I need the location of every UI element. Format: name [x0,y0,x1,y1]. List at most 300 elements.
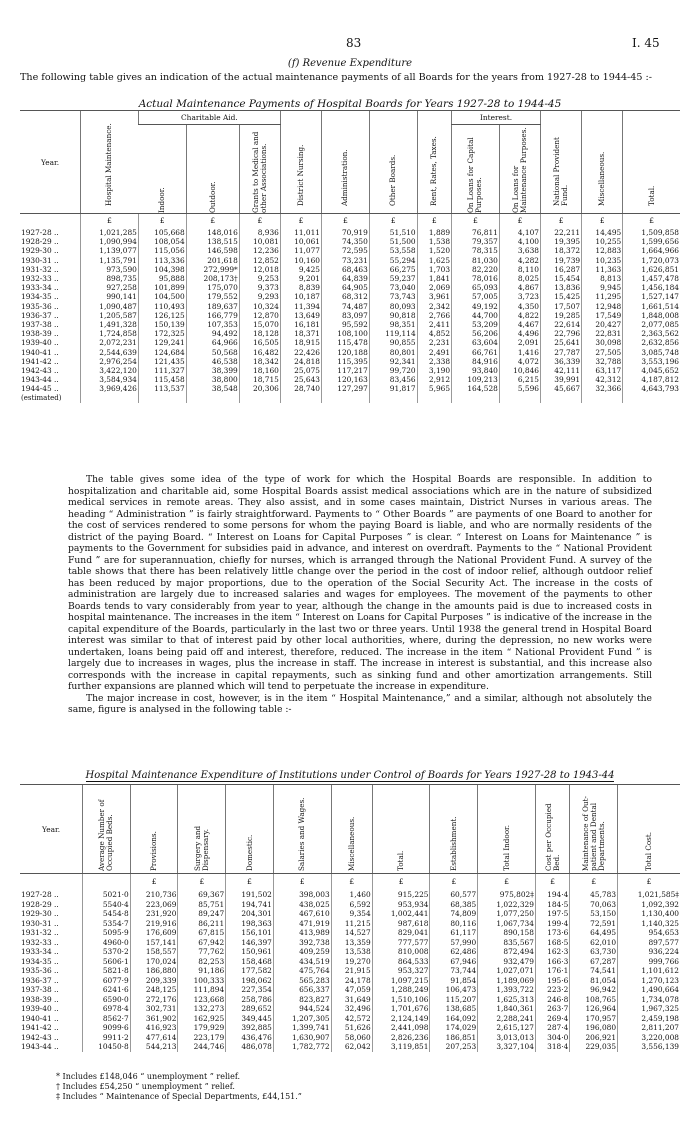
value-cell: 1,456,184 [623,283,680,292]
value-cell: 10,255 [582,237,623,246]
value-cell: 1,101,612 [618,966,680,976]
value-cell: 1,022,329 [478,900,536,910]
value-cell: 2,411 [417,320,451,329]
value-cell: 24,178 [331,976,372,986]
value-cell: 108,054 [138,237,186,246]
column-header: Total. [646,185,656,206]
table-row [20,1014,680,1024]
value-cell: 18,715 [239,375,280,384]
column-header-cell [618,785,680,874]
unit-cell: £ [499,214,540,229]
value-cell: 11,011 [280,228,321,237]
value-cell: 18,160 [239,366,280,375]
value-cell: 82,220 [452,265,500,274]
value-cell: 80,093 [369,302,417,311]
value-cell: 2,288,241 [478,1014,536,1024]
value-cell: 158,557 [130,947,178,957]
value-cell: 5095·9 [83,928,131,938]
value-cell: 101,899 [138,283,186,292]
value-cell: 64,966 [186,338,239,347]
column-header: Hospital Maintenance. [104,123,114,206]
value-cell: 111,894 [178,985,226,995]
column-header-cell [226,785,274,874]
paragraph-1: The table gives some idea of the type of work for which the Hospital Boards are responsible. In addition to hospitalization and charitable aid, some Hospital Boards assist medical associations which are in the nature of subsidized medical services in remote areas. They also assist, and in some cases maintain, District Nurses in various areas. The heading “ Administration ” is fairly straightforward. Payments to “ Other Boards ” are payments of one Board to another for the cost of services rendered to some persons for whom the paying Board is liable, and who are normally residents of the district of the paying Board. “ Interest on Loans for Capital Purposes ” is clear. “ Interest on Loans for Maintenance ” is payments to the Government for subsidies paid in advance, and interest on overdraft. Payments to the “ National Provident Fund ” are for superannuation, chiefly for nurses, which is arranged through the National Provident Fund. A survey of the table shows that there has been relatively little change over the period in the cost of indoor relief, although outdoor relief has been reduced by major proportions, due to the operation of the Social Security Act. The increase in the costs of administration are largely due to increased salaries and wages for employees. The movement of the payments to other Boards tends to vary considerably from year to year, although the change in the amounts paid is due to increased costs in hospital maintenance. The increases in the item “ Interest on Loans for Capital Purposes ” is indicative of the increase in the capital expenditure of the Boards, particularly in the last two or three years. Until 1938 the general trend in Hospital Board interest was similar to that of interest paid by other local authorities, where, during the depression, no new works were undertaken, loans being paid off and interest, therefore, reduced. The increase in the item “ National Provident Fund ” is largely due to increases in wages, plus the increase in staff. The increase in interest is substantial, and this increase also corresponds with the increase in capital repayments, such as sinking fund and other amortization arrangements. Still further expansions are planned which will tend to perpetuate the increase in expenditure. [68,474,652,692]
unit-cell: £ [178,874,226,891]
value-cell: 1,067,734 [478,919,536,929]
value-cell: 2,976,254 [81,357,139,366]
year-cell: 1928-29 .. [21,899,59,909]
value-cell: 67,946 [430,957,478,967]
unit-cell: £ [186,214,239,229]
value-cell: 1,626,851 [623,265,680,274]
value-cell: 4,107 [499,228,540,237]
value-cell: 2,811,207 [618,1023,680,1033]
column-header-cell [273,785,331,874]
year-cell: 1930-31 .. [21,255,59,265]
value-cell: 975,802‡ [478,890,536,900]
value-cell: 272,176 [130,995,178,1005]
value-cell: 81,054 [570,976,618,986]
value-cell: 25,643 [280,375,321,384]
value-cell: 158,468 [226,957,274,967]
year-cell: 1937-38 .. [21,985,59,994]
value-cell: 115,395 [322,357,370,366]
value-cell: 91,186 [178,966,226,976]
value-cell: 4,187,812 [623,375,680,384]
value-cell: 219,916 [130,919,178,929]
value-cell: 69,367 [178,890,226,900]
value-cell: 1,205,587 [81,311,139,320]
empty-cell [499,394,540,403]
column-header: Total Indoor. [501,825,511,871]
value-cell: 197·5 [535,909,569,919]
value-cell: 349,445 [226,1014,274,1024]
value-cell: 164,092 [430,1014,478,1024]
unit-cell [20,874,83,891]
value-cell: 2,544,639 [81,348,139,357]
unit-cell: £ [541,214,582,229]
value-cell: 63,730 [570,947,618,957]
value-cell: 4,282 [499,256,540,265]
value-cell: 8562·7 [83,1014,131,1024]
value-cell: 73,743 [369,292,417,301]
value-cell: 150,961 [226,947,274,957]
value-cell: 148,016 [186,228,239,237]
value-cell: 1,393,722 [478,985,536,995]
year-cell: 1944-45 .. [21,384,59,394]
table-row [20,274,680,283]
value-cell: 78,315 [452,246,500,255]
value-cell: 1,848,008 [623,311,680,320]
value-cell: 5,965 [417,384,451,393]
value-cell: 115,458 [138,375,186,384]
value-cell: 124,684 [138,348,186,357]
value-cell: 27,787 [541,348,582,357]
value-cell: 6241·6 [83,985,131,995]
value-cell: 198,062 [226,976,274,986]
value-cell: 18,372 [541,246,582,255]
value-cell: 4,467 [499,320,540,329]
table-row [20,1033,680,1043]
value-cell: 9,373 [239,283,280,292]
column-header-cell [186,125,239,214]
column-header: Domestic. [244,834,254,871]
value-cell: 1,077,250 [478,909,536,919]
value-cell: 3,085,748 [623,348,680,357]
value-cell: 1,021,585‡ [618,890,680,900]
value-cell: 2,091 [499,338,540,347]
value-cell: 1,527,147 [623,292,680,301]
value-cell: 70,063 [570,900,618,910]
value-cell: 4,852 [417,329,451,338]
value-cell: 1,701,676 [372,1004,430,1014]
value-cell: 954,653 [618,928,680,938]
value-cell: 22,614 [541,320,582,329]
value-cell: 932,479 [478,957,536,967]
table-row [20,246,680,255]
value-cell: 105,668 [138,228,186,237]
value-cell: 11,363 [582,265,623,274]
value-cell: 36,339 [541,357,582,366]
value-cell: 99,720 [369,366,417,375]
value-cell: 115,478 [322,338,370,347]
value-cell: 1,520 [417,246,451,255]
column-header-cell [499,125,540,214]
value-cell: 6590·0 [83,995,131,1005]
value-cell: 990,141 [81,292,139,301]
value-cell: 62,042 [331,1042,372,1052]
value-cell: 45,783 [570,890,618,900]
value-cell: 176,609 [130,928,178,938]
value-cell: 392,738 [273,938,331,948]
year-cell: 1928-29 .. [21,237,59,247]
value-cell: 100,333 [178,976,226,986]
value-cell: 68,463 [322,265,370,274]
table-row [20,1004,680,1014]
value-cell: 58,060 [331,1033,372,1043]
value-cell: 28,740 [280,384,321,393]
empty-cell [541,394,582,403]
value-cell: 3,969,426 [81,384,139,393]
value-cell: 53,558 [369,246,417,255]
value-cell: 927,258 [81,283,139,292]
value-cell: 162·3 [535,947,569,957]
value-cell: 57,005 [452,292,500,301]
value-cell: 166,779 [186,311,239,320]
year-cell: 1932-33 .. [21,274,59,284]
column-header: Indoor. [157,187,167,213]
value-cell: 4,350 [499,302,540,311]
value-cell: 6,215 [499,375,540,384]
value-cell: 63,604 [452,338,500,347]
maintenance-payments-table [20,110,680,403]
column-header-cell [478,785,536,874]
column-header-cell [83,785,131,874]
value-cell: 486,078 [226,1042,274,1052]
estimated-note: (estimated) [21,393,62,402]
table-row [20,938,680,948]
column-header: Total. [396,850,406,871]
value-cell: 109,213 [452,375,500,384]
value-cell: 106,473 [430,985,478,995]
value-cell: 115,056 [138,246,186,255]
value-cell: 113,336 [138,256,186,265]
table-row [20,384,680,393]
value-cell: 9,945 [582,283,623,292]
value-cell: 207,253 [430,1042,478,1052]
year-cell: 1931-32 .. [21,264,59,274]
column-header-cell [331,785,372,874]
column-header-cell [535,785,569,874]
value-cell: 156,101 [226,928,274,938]
value-cell: 70,919 [322,228,370,237]
value-cell: 65,093 [452,283,500,292]
charitable-group-header: Charitable Aid. [138,111,280,125]
table-row [20,366,680,375]
empty-cell [417,394,451,403]
value-cell: 66,761 [452,348,500,357]
year-cell: 1936-37 .. [21,975,59,985]
value-cell: 8,936 [239,228,280,237]
unit-cell: £ [430,874,478,891]
value-cell: 4,100 [499,237,540,246]
value-cell: 74,487 [322,302,370,311]
value-cell: 944,524 [273,1004,331,1014]
value-cell: 50,568 [186,348,239,357]
column-header: Rent, Rates, Taxes. [429,136,439,206]
table-row [20,292,680,301]
value-cell: 2,441,098 [372,1023,430,1033]
empty-cell [369,394,417,403]
value-cell: 170,024 [130,957,178,967]
value-cell: 8,813 [582,274,623,283]
value-cell: 53,150 [570,909,618,919]
value-cell: 47,059 [331,985,372,995]
value-cell: 416,923 [130,1023,178,1033]
body-text [68,474,652,716]
value-cell: 9911·2 [83,1033,131,1043]
value-cell: 227,354 [226,985,274,995]
unit-cell: £ [81,214,139,229]
year-cell: 1943-44 .. [21,375,59,385]
value-cell: 191,502 [226,890,274,900]
value-cell: 897,577 [618,938,680,948]
value-cell: 67,815 [178,928,226,938]
column-header: Salaries and Wages. [297,797,307,871]
value-cell: 936,224 [618,947,680,957]
value-cell: 175,070 [186,283,239,292]
column-header: On Loans for Maintenance Purposes. [510,127,528,213]
value-cell: 475,764 [273,966,331,976]
value-cell: 32,496 [331,1004,372,1014]
value-cell: 173·6 [535,928,569,938]
value-cell: 168·5 [535,938,569,948]
value-cell: 263·7 [535,1004,569,1014]
value-cell: 4,867 [499,283,540,292]
year-cell: 1939-40 .. [21,1004,59,1013]
value-cell: 229,035 [570,1042,618,1052]
year-cell: 1938-39 .. [21,329,59,339]
column-header-cell [541,111,582,214]
value-cell: 2,124,149 [372,1014,430,1024]
value-cell: 120,188 [322,348,370,357]
year-cell: 1939-40 .. [21,338,59,348]
value-cell: 2,363,562 [623,329,680,338]
value-cell: 127,297 [322,384,370,393]
column-header: Establishment. [448,816,458,871]
value-cell: 126,964 [570,1004,618,1014]
value-cell: 2,072,231 [81,338,139,347]
value-cell: 201,618 [186,256,239,265]
value-cell: 1,724,858 [81,329,139,338]
value-cell: 248,125 [130,985,178,995]
value-cell: 1,509,858 [623,228,680,237]
unit-cell: £ [130,874,178,891]
value-cell: 864,533 [372,957,430,967]
value-cell: 3,119,851 [372,1042,430,1052]
column-header: On Loans for Capital Purposes. [466,137,484,213]
year-cell: 1935-36 .. [21,966,59,975]
column-header-cell [20,785,83,874]
value-cell: 13,538 [331,947,372,957]
value-cell: 56,206 [452,329,500,338]
year-cell: 1927-28 .. [21,890,59,899]
value-cell: 1,491,328 [81,320,139,329]
value-cell: 1,021,285 [81,228,139,237]
value-cell: 62,486 [430,947,478,957]
value-cell: 38,399 [186,366,239,375]
value-cell: 953,327 [372,966,430,976]
value-cell: 11,295 [582,292,623,301]
empty-cell [239,394,280,403]
value-cell: 467,610 [273,909,331,919]
column-header-cell [369,111,417,214]
value-cell: 471,919 [273,919,331,929]
year-cell: 1934-35 .. [21,292,59,302]
column-header: Average Number of Occupied Beds. [97,799,115,871]
value-cell: 186,880 [130,966,178,976]
value-cell: 3,556,139 [618,1042,680,1052]
value-cell: 45,667 [541,384,582,393]
value-cell: 3,013,013 [478,1033,536,1043]
value-cell: 94,492 [186,329,239,338]
value-cell: 1,130,400 [618,909,680,919]
value-cell: 51,500 [369,237,417,246]
value-cell: 179,929 [178,1023,226,1033]
empty-cell [81,394,139,403]
value-cell: 1,207,305 [273,1014,331,1024]
table-row [20,985,680,995]
column-header: Other Boards. [388,154,398,206]
value-cell: 11,215 [331,919,372,929]
value-cell: 113,537 [138,384,186,393]
column-header: Cost per Occupied Bed. [543,803,561,871]
value-cell: 2,342 [417,302,451,311]
value-cell: 53,209 [452,320,500,329]
table-row [20,919,680,929]
value-cell: 14,495 [582,228,623,237]
value-cell: 13,359 [331,938,372,948]
value-cell: 117,217 [322,366,370,375]
value-cell: 110,493 [138,302,186,311]
value-cell: 8,025 [499,274,540,283]
value-cell: 12,883 [582,246,623,255]
value-cell: 22,831 [582,329,623,338]
value-cell: 174,029 [430,1023,478,1033]
table-row [20,302,680,311]
value-cell: 22,426 [280,348,321,357]
value-cell: 436,476 [226,1033,274,1043]
value-cell: 2,069 [417,283,451,292]
table-row [20,966,680,976]
value-cell: 10,187 [280,292,321,301]
value-cell: 14,527 [331,928,372,938]
value-cell: 4,072 [499,357,540,366]
value-cell: 898,735 [81,274,139,283]
unit-cell: £ [331,874,372,891]
value-cell: 2,766 [417,311,451,320]
column-header-cell [623,111,680,214]
value-cell: 1,625 [417,256,451,265]
table-row [20,338,680,347]
table-row [20,228,680,237]
year-header [20,111,81,214]
value-cell: 915,225 [372,890,430,900]
value-cell: 3,584,934 [81,375,139,384]
unit-cell: £ [535,874,569,891]
table-row [20,890,680,900]
value-cell: 51,510 [369,228,417,237]
unit-cell: £ [570,874,618,891]
table-row [20,375,680,384]
value-cell: 25,075 [280,366,321,375]
value-cell: 16,287 [541,265,582,274]
year-cell: 1940-41 .. [21,347,59,357]
column-header-cell [239,125,280,214]
value-cell: 206,921 [570,1033,618,1043]
unit-cell: £ [273,874,331,891]
value-cell: 1,599,656 [623,237,680,246]
value-cell: 1,734,078 [618,995,680,1005]
value-cell: 27,505 [582,348,623,357]
column-header: Outdoor. [207,181,217,213]
value-cell: 83,456 [369,375,417,384]
value-cell: 5454·8 [83,909,131,919]
value-cell: 6,592 [331,900,372,910]
value-cell: 1,460 [331,890,372,900]
year-cell: 1933-34 .. [21,947,59,956]
value-cell: 2,491 [417,348,451,357]
value-cell: 15,454 [541,274,582,283]
value-cell: 223·2 [535,985,569,995]
value-cell: 198,363 [226,919,274,929]
value-cell: 68,312 [322,292,370,301]
value-cell: 9,253 [239,274,280,283]
units-row [20,874,680,891]
value-cell: 164,528 [452,384,500,393]
unit-cell: £ [322,214,370,229]
column-header: Provisions. [149,831,159,871]
year-cell: 1929-30 .. [21,909,59,918]
value-cell: 91,817 [369,384,417,393]
value-cell: 179,552 [186,292,239,301]
paragraph-2: The major increase in cost, however, is in the item “ Hospital Maintenance,” and a similar, although not absolutely the same, figure is analysed in the following table :- [68,692,652,715]
value-cell: 22,796 [541,329,582,338]
value-cell: 92,341 [369,357,417,366]
value-cell: 172,325 [138,329,186,338]
value-cell: 129,241 [138,338,186,347]
value-cell: 9099·6 [83,1023,131,1033]
